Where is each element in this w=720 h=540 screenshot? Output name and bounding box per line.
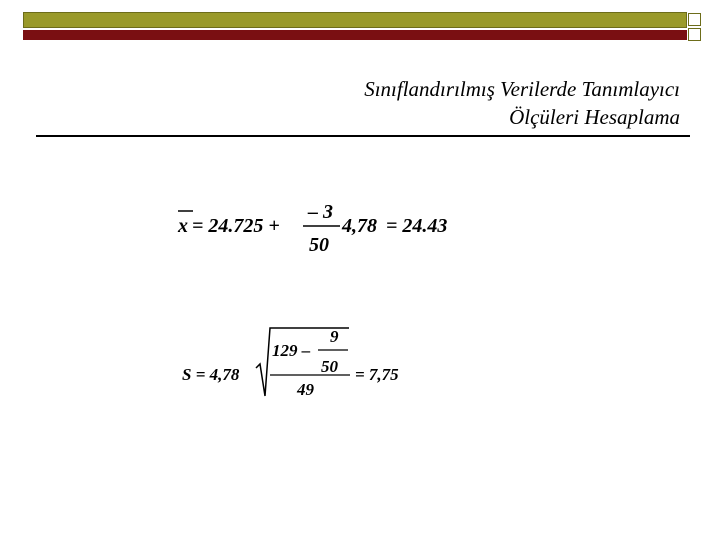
sd-inner-num: 9: [330, 327, 339, 346]
mean-eq1: = 24.725 +: [192, 215, 280, 237]
mean-numerator: – 3: [308, 201, 333, 223]
sd-inner-minus: 129 –: [272, 341, 311, 360]
slide-title-line2: Ölçüleri Hesaplama: [509, 105, 680, 129]
sd-result: = 7,75: [355, 365, 399, 384]
mean-result: = 24.43: [386, 215, 448, 237]
mean-denominator: 50: [309, 234, 329, 256]
sd-inner-den: 50: [321, 357, 338, 376]
slide-title-line1: Sınıflandırılmış Verilerde Tanımlayıcı: [364, 77, 680, 101]
sd-lhs: S = 4,78: [182, 365, 240, 384]
sd-outer-den: 49: [297, 380, 314, 399]
mean-factor: 4,78: [342, 215, 377, 237]
mean-lhs: x: [178, 215, 188, 237]
